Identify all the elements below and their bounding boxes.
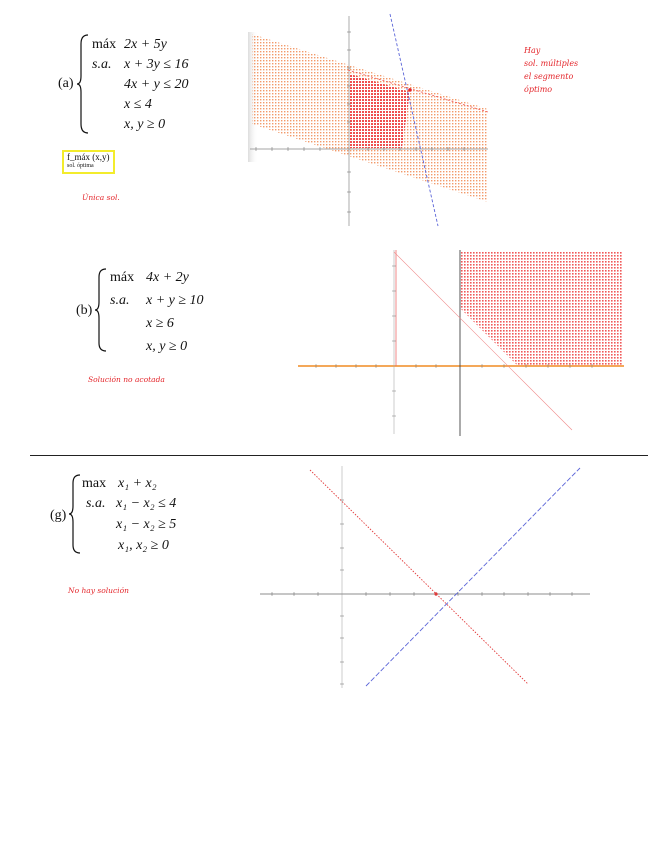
graph-b [296,246,626,438]
constraint-3: x ≤ 4 [124,97,152,112]
objective-kw: max [82,476,107,491]
objective-expr: 4x + 2y [146,270,189,285]
optimal-highlight-box [62,150,115,174]
brace-icon [68,474,82,554]
boxed-line-2: sol. óptima [67,163,94,169]
constraint-4: x, y ≥ 0 [124,117,166,132]
objective-line: máx [92,37,117,52]
section-divider [30,455,648,456]
optimal-point [408,88,412,92]
solution-note: Única sol. [82,193,120,202]
graph-a [248,12,492,230]
solution-note: Solución no acotada [88,375,165,384]
constraint-2: x ≥ 6 [146,316,174,331]
constraint-2: x₁ − x₂ ≥ 5 [116,517,177,532]
problem-label: (b) [76,303,93,318]
objective-kw: máx [110,270,135,285]
graph-g [258,462,594,692]
constraint-3: x₁, x₂ ≥ 0 [118,538,169,553]
side-note: Hay sol. múltiples el segmento óptimo [524,46,579,94]
constraint-1: x + 3y ≤ 16 [124,57,189,72]
problem-label: (a) [58,76,74,91]
brace-icon [76,34,90,134]
constraint-1: x + y ≥ 10 [146,293,204,308]
constraint-kw: s.a. [110,293,130,308]
feasible-region [460,252,622,366]
constraint-line-blue [366,468,580,686]
constraint-line-red [310,470,528,684]
constraint-1: x₁ − x₂ ≤ 4 [116,496,177,511]
solution-note: No hay solución [68,586,129,595]
brace-icon [94,268,108,352]
objective-expr: 2x + 5y [124,37,167,52]
boxed-line-1: f_máx (x,y) [67,152,110,162]
constraint-kw: s.a. [92,57,112,72]
constraint-kw: s.a. [86,496,106,511]
intersection-point [434,592,437,595]
problem-label: (g) [50,508,67,523]
objective-expr: x₁ + x₂ [118,476,157,491]
constraint-3: x, y ≥ 0 [146,339,188,354]
constraint-2: 4x + y ≤ 20 [124,77,189,92]
